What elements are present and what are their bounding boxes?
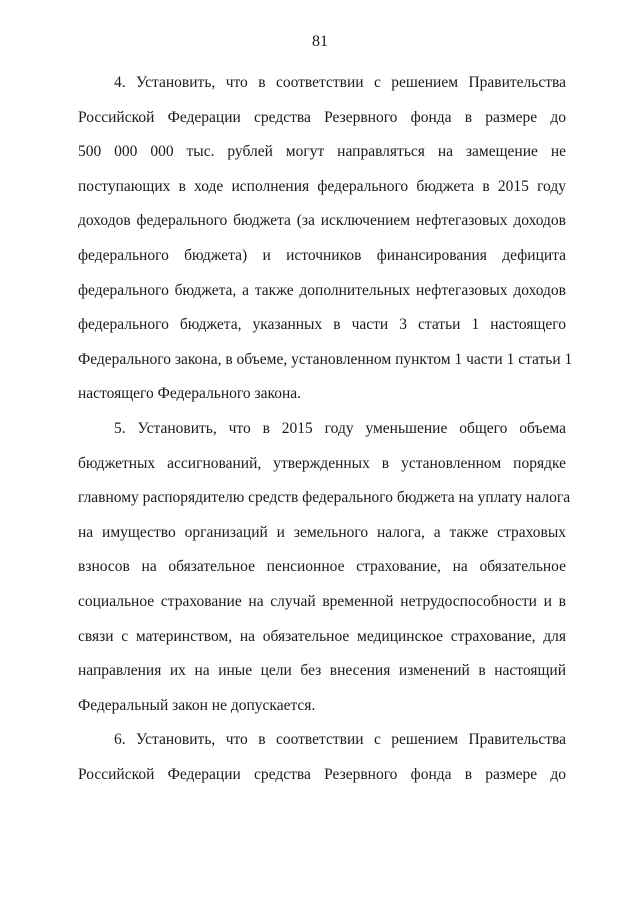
paragraph-line: связи с материнством, на обязательное медицинское страхование, для bbox=[78, 627, 566, 645]
paragraph-line: бюджетных ассигнований, утвержденных в установленном порядке bbox=[78, 454, 566, 472]
paragraph-4 bbox=[78, 66, 573, 412]
paragraph-line: 6. Установить, что в соответствии с решением Правительства bbox=[114, 731, 566, 749]
paragraph-line: Российской Федерации средства Резервного фонда в размере до bbox=[78, 108, 566, 126]
paragraph-6 bbox=[78, 723, 566, 792]
paragraph-line: главному распорядителю средств федерального бюджета на уплату налога bbox=[78, 489, 571, 507]
paragraph-line: Федерального закона, в объеме, установленном пунктом 1 части 1 статьи 1 bbox=[78, 350, 573, 368]
paragraph-line: Федеральный закон не допускается. bbox=[78, 696, 316, 714]
paragraph-line: взносов на обязательное пенсионное страхование, на обязательное bbox=[78, 558, 566, 576]
paragraph-line: 500 000 000 тыс. рублей могут направляться на замещение не bbox=[78, 143, 566, 161]
paragraph-line: федерального бюджета) и источников финансирования дефицита bbox=[78, 246, 566, 264]
paragraph-line: настоящего Федерального закона. bbox=[78, 385, 302, 403]
paragraph-line: поступающих в ходе исполнения федерального бюджета в 2015 году bbox=[78, 177, 566, 195]
paragraph-line: 5. Установить, что в 2015 году уменьшение общего объема bbox=[114, 419, 566, 437]
paragraph-line: доходов федерального бюджета (за исключением нефтегазовых доходов bbox=[78, 212, 566, 230]
document-body bbox=[78, 66, 573, 792]
paragraph-5 bbox=[78, 412, 571, 723]
paragraph-line: на имущество организаций и земельного налога, а также страховых bbox=[78, 523, 566, 541]
paragraph-line: социальное страхование на случай временной нетрудоспособности и в bbox=[78, 592, 566, 610]
paragraph-line: федерального бюджета, а также дополнительных нефтегазовых доходов bbox=[78, 281, 566, 299]
paragraph-line: направления их на иные цели без внесения изменений в настоящий bbox=[78, 662, 566, 680]
page-number: 81 bbox=[312, 33, 328, 50]
paragraph-line: Российской Федерации средства Резервного фонда в размере до bbox=[78, 765, 566, 783]
paragraph-line: федерального бюджета, указанных в части 3 статьи 1 настоящего bbox=[78, 316, 566, 334]
paragraph-line: 4. Установить, что в соответствии с решением Правительства bbox=[114, 74, 566, 91]
